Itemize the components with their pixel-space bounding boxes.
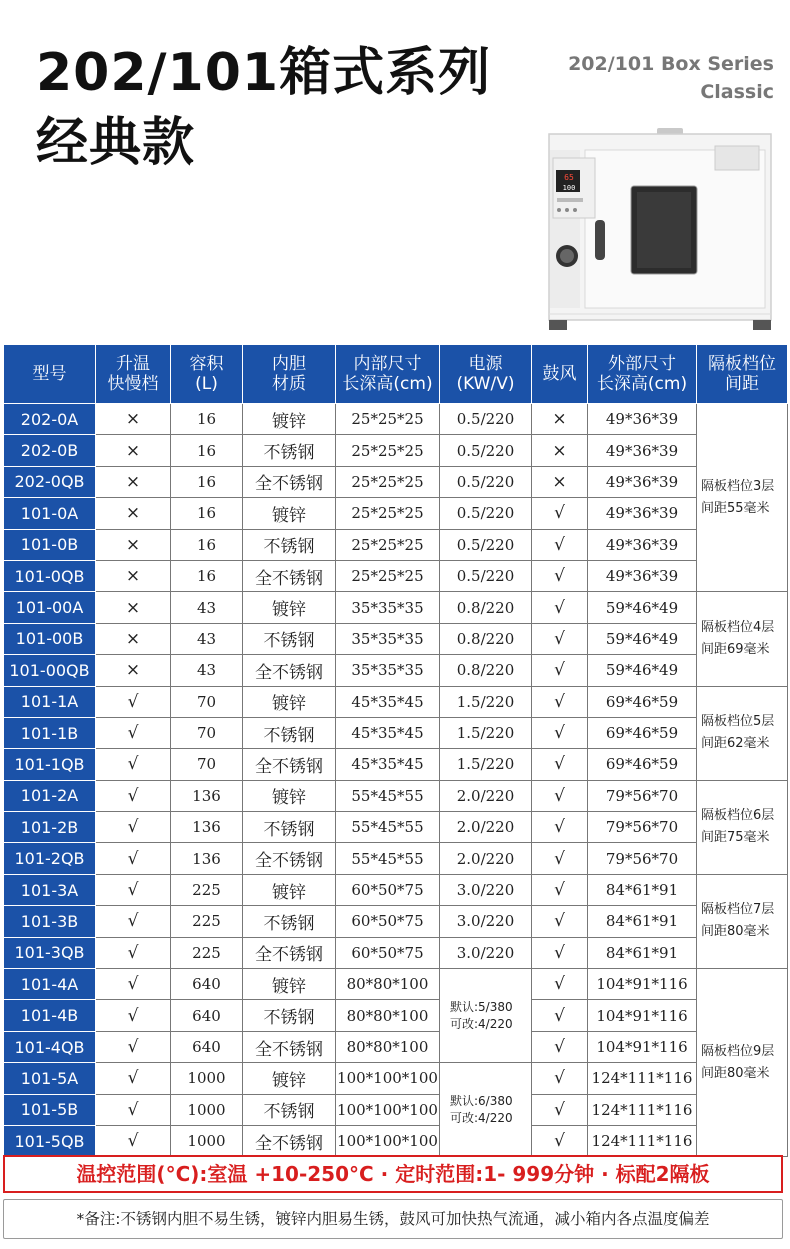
table-row <box>4 529 788 560</box>
liner-material-cell: 镀锌 <box>243 874 336 905</box>
shelf-spacing-cell: 隔板档位7层 间距80毫米 <box>697 874 788 968</box>
table-row <box>4 1031 788 1062</box>
liner-material-cell: 镀锌 <box>243 969 336 1000</box>
volume-cell: 16 <box>171 404 243 435</box>
table-row <box>4 969 788 1000</box>
outer-size-cell: 69*46*59 <box>588 717 697 748</box>
outer-size-cell: 49*36*39 <box>588 435 697 466</box>
header-power: 电源 (KW/V) <box>440 345 532 404</box>
outer-size-cell: 59*46*49 <box>588 655 697 686</box>
subtitle-line-1: 202/101 Box Series <box>568 53 774 75</box>
power-cell: 2.0/220 <box>440 843 532 874</box>
volume-cell: 43 <box>171 655 243 686</box>
volume-cell: 136 <box>171 812 243 843</box>
table-row <box>4 937 788 968</box>
blower-cell: √ <box>532 623 588 654</box>
power-cell: 0.5/220 <box>440 466 532 497</box>
heat-speed-cell: × <box>96 498 171 529</box>
inner-size-cell: 80*80*100 <box>336 969 440 1000</box>
blower-cell: √ <box>532 780 588 811</box>
title-line-2: 经典款 <box>36 113 196 173</box>
blower-cell: √ <box>532 749 588 780</box>
inner-size-cell: 100*100*100 <box>336 1063 440 1094</box>
power-cell: 0.5/220 <box>440 404 532 435</box>
model-cell: 101-1B <box>4 717 96 748</box>
inner-size-cell: 80*80*100 <box>336 1031 440 1062</box>
liner-material-cell: 镀锌 <box>243 404 336 435</box>
heat-speed-cell: × <box>96 592 171 623</box>
outer-size-cell: 124*111*116 <box>588 1125 697 1156</box>
table-row <box>4 592 788 623</box>
outer-size-cell: 79*56*70 <box>588 843 697 874</box>
model-cell: 202-0B <box>4 435 96 466</box>
header-outer-size: 外部尺寸 长深高(cm) <box>588 345 697 404</box>
header-inner-size: 内部尺寸 长深高(cm) <box>336 345 440 404</box>
table-row <box>4 906 788 937</box>
volume-cell: 70 <box>171 686 243 717</box>
volume-cell: 43 <box>171 623 243 654</box>
blower-cell: √ <box>532 1063 588 1094</box>
inner-size-cell: 80*80*100 <box>336 1000 440 1031</box>
shelf-spacing-cell: 隔板档位9层 间距80毫米 <box>697 969 788 1157</box>
table-row <box>4 780 788 811</box>
liner-material-cell: 全不锈钢 <box>243 560 336 591</box>
heat-speed-cell: √ <box>96 780 171 811</box>
model-cell: 101-4QB <box>4 1031 96 1062</box>
shelf-spacing-cell: 隔板档位4层 间距69毫米 <box>697 592 788 686</box>
table-body <box>4 404 788 1157</box>
svg-text:100: 100 <box>562 184 576 192</box>
power-cell: 0.5/220 <box>440 529 532 560</box>
blower-cell: √ <box>532 686 588 717</box>
liner-material-cell: 不锈钢 <box>243 1094 336 1125</box>
blower-cell: √ <box>532 1094 588 1125</box>
power-cell: 3.0/220 <box>440 906 532 937</box>
inner-size-cell: 25*25*25 <box>336 529 440 560</box>
table-row <box>4 1000 788 1031</box>
liner-material-cell: 不锈钢 <box>243 906 336 937</box>
power-cell: 2.0/220 <box>440 780 532 811</box>
model-cell: 101-0QB <box>4 560 96 591</box>
heat-speed-cell: √ <box>96 686 171 717</box>
header-liner-material: 内胆 材质 <box>243 345 336 404</box>
blower-cell: √ <box>532 843 588 874</box>
blower-cell: √ <box>532 969 588 1000</box>
blower-cell: √ <box>532 655 588 686</box>
liner-material-cell: 镀锌 <box>243 1063 336 1094</box>
header-model: 型号 <box>4 345 96 404</box>
liner-material-cell: 不锈钢 <box>243 812 336 843</box>
model-cell: 101-00QB <box>4 655 96 686</box>
power-cell: 3.0/220 <box>440 874 532 905</box>
footnote: *备注:不锈钢内胆不易生锈，镀锌内胆易生锈，鼓风可加快热气流通，减小箱内各点温度偏差 <box>3 1199 783 1239</box>
model-cell: 101-1A <box>4 686 96 717</box>
power-cell: 0.8/220 <box>440 655 532 686</box>
power-cell: 0.5/220 <box>440 498 532 529</box>
shelf-spacing-cell: 隔板档位5层 间距62毫米 <box>697 686 788 780</box>
inner-size-cell: 45*35*45 <box>336 717 440 748</box>
heat-speed-cell: √ <box>96 1125 171 1156</box>
heat-speed-cell: √ <box>96 717 171 748</box>
header-volume: 容积 (L) <box>171 345 243 404</box>
power-cell: 1.5/220 <box>440 749 532 780</box>
outer-size-cell: 84*61*91 <box>588 937 697 968</box>
blower-cell: × <box>532 466 588 497</box>
blower-cell: √ <box>532 812 588 843</box>
heat-speed-cell: √ <box>96 1000 171 1031</box>
volume-cell: 1000 <box>171 1125 243 1156</box>
outer-size-cell: 104*91*116 <box>588 1000 697 1031</box>
outer-size-cell: 79*56*70 <box>588 780 697 811</box>
model-cell: 101-00A <box>4 592 96 623</box>
inner-size-cell: 55*45*55 <box>336 812 440 843</box>
liner-material-cell: 镀锌 <box>243 686 336 717</box>
model-cell: 101-0B <box>4 529 96 560</box>
blower-cell: √ <box>532 529 588 560</box>
inner-size-cell: 35*35*35 <box>336 623 440 654</box>
outer-size-cell: 124*111*116 <box>588 1094 697 1125</box>
table-header-row <box>4 345 788 404</box>
heat-speed-cell: × <box>96 529 171 560</box>
model-cell: 101-5A <box>4 1063 96 1094</box>
liner-material-cell: 全不锈钢 <box>243 937 336 968</box>
heat-speed-cell: √ <box>96 874 171 905</box>
inner-size-cell: 45*35*45 <box>336 749 440 780</box>
blower-cell: × <box>532 435 588 466</box>
power-cell: 3.0/220 <box>440 937 532 968</box>
liner-material-cell: 不锈钢 <box>243 717 336 748</box>
table-row <box>4 655 788 686</box>
model-cell: 101-3B <box>4 906 96 937</box>
inner-size-cell: 45*35*45 <box>336 686 440 717</box>
subtitle-line-2: Classic <box>700 81 774 103</box>
power-group-cell: 默认:6/380 可改:4/220 <box>440 1063 532 1157</box>
outer-size-cell: 84*61*91 <box>588 874 697 905</box>
volume-cell: 225 <box>171 874 243 905</box>
outer-size-cell: 49*36*39 <box>588 498 697 529</box>
blower-cell: √ <box>532 874 588 905</box>
outer-size-cell: 104*91*116 <box>588 969 697 1000</box>
table-row <box>4 812 788 843</box>
outer-size-cell: 79*56*70 <box>588 812 697 843</box>
table-row <box>4 749 788 780</box>
page-title <box>36 38 491 178</box>
heat-speed-cell: √ <box>96 843 171 874</box>
heat-speed-cell: √ <box>96 812 171 843</box>
volume-cell: 640 <box>171 969 243 1000</box>
table-row <box>4 466 788 497</box>
model-cell: 101-00B <box>4 623 96 654</box>
blower-cell: √ <box>532 498 588 529</box>
heat-speed-cell: √ <box>96 1094 171 1125</box>
table-row <box>4 560 788 591</box>
power-cell: 0.8/220 <box>440 592 532 623</box>
blower-cell: × <box>532 404 588 435</box>
volume-cell: 70 <box>171 717 243 748</box>
outer-size-cell: 124*111*116 <box>588 1063 697 1094</box>
heat-speed-cell: √ <box>96 969 171 1000</box>
model-cell: 101-2QB <box>4 843 96 874</box>
inner-size-cell: 100*100*100 <box>336 1094 440 1125</box>
inner-size-cell: 60*50*75 <box>336 906 440 937</box>
liner-material-cell: 不锈钢 <box>243 623 336 654</box>
outer-size-cell: 59*46*49 <box>588 592 697 623</box>
liner-material-cell: 镀锌 <box>243 780 336 811</box>
power-cell: 0.8/220 <box>440 623 532 654</box>
volume-cell: 640 <box>171 1031 243 1062</box>
liner-material-cell: 镀锌 <box>243 498 336 529</box>
header-heat-speed: 升温 快慢档 <box>96 345 171 404</box>
inner-size-cell: 35*35*35 <box>336 655 440 686</box>
model-cell: 101-4A <box>4 969 96 1000</box>
power-group-cell: 默认:5/380 可改:4/220 <box>440 969 532 1063</box>
power-cell: 0.5/220 <box>440 435 532 466</box>
model-cell: 101-5QB <box>4 1125 96 1156</box>
header-shelf-spacing: 隔板档位 间距 <box>697 345 788 404</box>
model-cell: 101-3QB <box>4 937 96 968</box>
model-cell: 101-1QB <box>4 749 96 780</box>
model-cell: 101-2A <box>4 780 96 811</box>
volume-cell: 16 <box>171 498 243 529</box>
blower-cell: √ <box>532 937 588 968</box>
outer-size-cell: 69*46*59 <box>588 686 697 717</box>
volume-cell: 16 <box>171 435 243 466</box>
inner-size-cell: 25*25*25 <box>336 498 440 529</box>
table-row <box>4 686 788 717</box>
outer-size-cell: 59*46*49 <box>588 623 697 654</box>
outer-size-cell: 49*36*39 <box>588 560 697 591</box>
inner-size-cell: 100*100*100 <box>336 1125 440 1156</box>
power-cell: 1.5/220 <box>440 717 532 748</box>
volume-cell: 136 <box>171 780 243 811</box>
volume-cell: 136 <box>171 843 243 874</box>
liner-material-cell: 全不锈钢 <box>243 1031 336 1062</box>
liner-material-cell: 不锈钢 <box>243 529 336 560</box>
table-row <box>4 1125 788 1156</box>
inner-size-cell: 35*35*35 <box>336 592 440 623</box>
model-cell: 101-0A <box>4 498 96 529</box>
inner-size-cell: 25*25*25 <box>336 404 440 435</box>
outer-size-cell: 49*36*39 <box>588 529 697 560</box>
liner-material-cell: 全不锈钢 <box>243 843 336 874</box>
blower-cell: √ <box>532 560 588 591</box>
table-row <box>4 435 788 466</box>
model-cell: 101-2B <box>4 812 96 843</box>
heat-speed-cell: √ <box>96 1031 171 1062</box>
liner-material-cell: 不锈钢 <box>243 1000 336 1031</box>
liner-material-cell: 镀锌 <box>243 592 336 623</box>
table-row <box>4 404 788 435</box>
inner-size-cell: 25*25*25 <box>336 435 440 466</box>
volume-cell: 1000 <box>171 1094 243 1125</box>
heat-speed-cell: √ <box>96 906 171 937</box>
outer-size-cell: 49*36*39 <box>588 404 697 435</box>
heat-speed-cell: × <box>96 560 171 591</box>
blower-cell: √ <box>532 1125 588 1156</box>
shelf-spacing-cell: 隔板档位6层 间距75毫米 <box>697 780 788 874</box>
heat-speed-cell: × <box>96 435 171 466</box>
table-row <box>4 1094 788 1125</box>
table-row <box>4 843 788 874</box>
volume-cell: 640 <box>171 1000 243 1031</box>
heat-speed-cell: × <box>96 466 171 497</box>
outer-size-cell: 49*36*39 <box>588 466 697 497</box>
power-cell: 2.0/220 <box>440 812 532 843</box>
liner-material-cell: 全不锈钢 <box>243 655 336 686</box>
table-row <box>4 498 788 529</box>
temperature-range-banner: 温控范围(°C):室温 +10-250°C · 定时范围:1- 999分钟 · 标配2隔板 <box>3 1155 783 1193</box>
title-line-1: 202/101箱式系列 <box>36 43 492 103</box>
series-subtitle <box>568 50 774 106</box>
table-row <box>4 874 788 905</box>
volume-cell: 225 <box>171 906 243 937</box>
model-cell: 101-3A <box>4 874 96 905</box>
inner-size-cell: 60*50*75 <box>336 874 440 905</box>
outer-size-cell: 104*91*116 <box>588 1031 697 1062</box>
liner-material-cell: 不锈钢 <box>243 435 336 466</box>
drying-oven-image <box>545 128 775 333</box>
heat-speed-cell: √ <box>96 937 171 968</box>
svg-text:65: 65 <box>564 173 574 182</box>
volume-cell: 70 <box>171 749 243 780</box>
liner-material-cell: 全不锈钢 <box>243 749 336 780</box>
volume-cell: 16 <box>171 466 243 497</box>
model-cell: 101-4B <box>4 1000 96 1031</box>
blower-cell: √ <box>532 906 588 937</box>
outer-size-cell: 69*46*59 <box>588 749 697 780</box>
volume-cell: 225 <box>171 937 243 968</box>
inner-size-cell: 60*50*75 <box>336 937 440 968</box>
volume-cell: 16 <box>171 529 243 560</box>
liner-material-cell: 全不锈钢 <box>243 1125 336 1156</box>
liner-material-cell: 全不锈钢 <box>243 466 336 497</box>
header-blower: 鼓风 <box>532 345 588 404</box>
volume-cell: 43 <box>171 592 243 623</box>
power-cell: 1.5/220 <box>440 686 532 717</box>
heat-speed-cell: × <box>96 623 171 654</box>
table-row <box>4 717 788 748</box>
model-cell: 202-0QB <box>4 466 96 497</box>
volume-cell: 16 <box>171 560 243 591</box>
spec-table <box>3 344 788 1157</box>
heat-speed-cell: × <box>96 404 171 435</box>
heat-speed-cell: × <box>96 655 171 686</box>
table-row <box>4 1063 788 1094</box>
inner-size-cell: 55*45*55 <box>336 780 440 811</box>
heat-speed-cell: √ <box>96 1063 171 1094</box>
blower-cell: √ <box>532 717 588 748</box>
inner-size-cell: 55*45*55 <box>336 843 440 874</box>
inner-size-cell: 25*25*25 <box>336 560 440 591</box>
table-row <box>4 623 788 654</box>
inner-size-cell: 25*25*25 <box>336 466 440 497</box>
shelf-spacing-cell: 隔板档位3层 间距55毫米 <box>697 404 788 592</box>
blower-cell: √ <box>532 1031 588 1062</box>
outer-size-cell: 84*61*91 <box>588 906 697 937</box>
model-cell: 202-0A <box>4 404 96 435</box>
blower-cell: √ <box>532 592 588 623</box>
model-cell: 101-5B <box>4 1094 96 1125</box>
power-cell: 0.5/220 <box>440 560 532 591</box>
heat-speed-cell: √ <box>96 749 171 780</box>
blower-cell: √ <box>532 1000 588 1031</box>
volume-cell: 1000 <box>171 1063 243 1094</box>
